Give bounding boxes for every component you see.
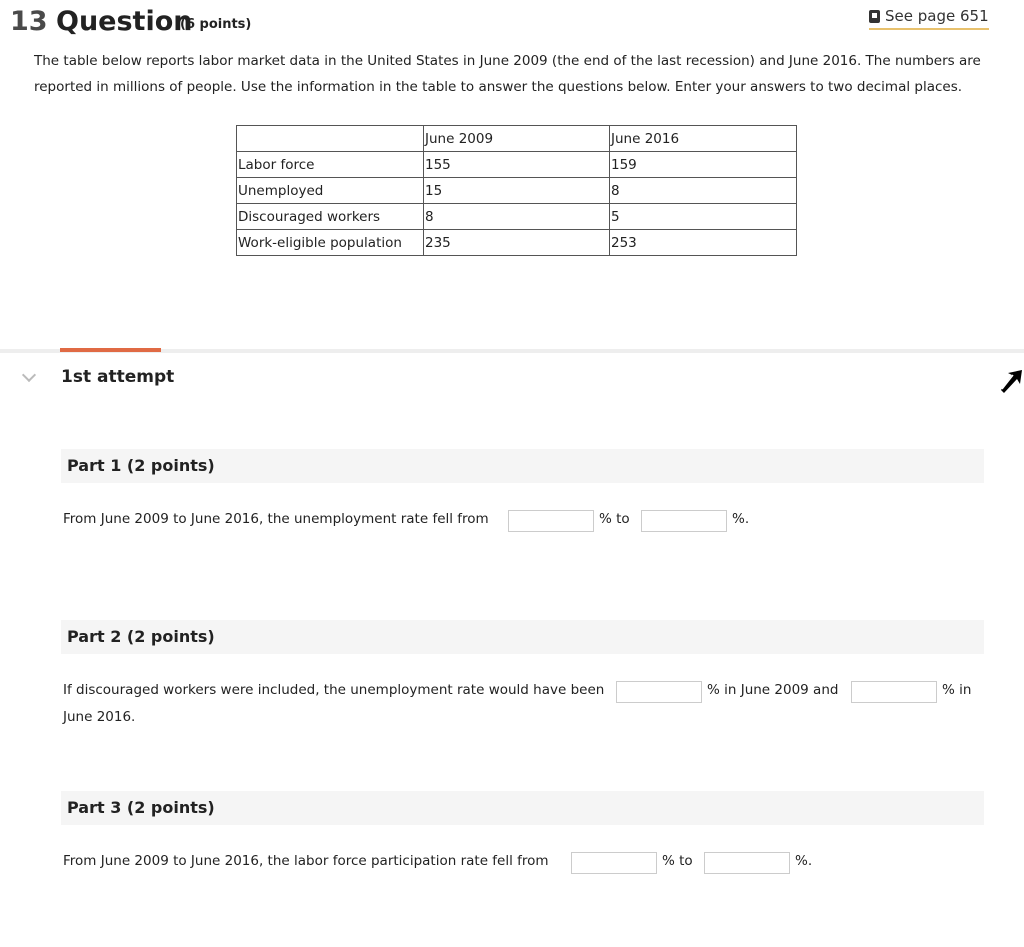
see-page-link[interactable]: [869, 7, 989, 30]
table-cell: Unemployed: [237, 178, 424, 204]
question-intro: The table below reports labor market data in the United States in June 2009 (the end of the last recession) and June 2016. The numbers are reported in millions of people. Use the information in the table to answer the questions below. Enter your answers to two decimal places.: [34, 53, 981, 95]
chevron-down-icon[interactable]: [22, 368, 36, 382]
table-cell: 8: [610, 178, 797, 204]
part-3-answer-1-input[interactable]: [571, 852, 657, 874]
part-3-text-before: From June 2009 to June 2016, the labor force participation rate fell from: [63, 853, 549, 869]
question-number: 13: [10, 6, 48, 37]
table-header-row: [237, 126, 797, 152]
part-2-text-line2: June 2016.: [63, 709, 136, 725]
table-cell: 155: [424, 152, 610, 178]
table-header-cell: June 2009: [424, 126, 610, 152]
part-2-answer-2-input[interactable]: [851, 681, 937, 703]
part-2-answer-1-input[interactable]: [616, 681, 702, 703]
table-cell: Discouraged workers: [237, 204, 424, 230]
part-3-header: [61, 791, 984, 825]
part-1-text-before: From June 2009 to June 2016, the unemployment rate fell from: [63, 511, 489, 527]
attempt-tab-indicator: [60, 348, 161, 352]
table-cell: 235: [424, 230, 610, 256]
book-icon: [869, 10, 880, 23]
question-points: (6 points): [180, 17, 252, 32]
table-row: [237, 152, 797, 178]
table-row: [237, 204, 797, 230]
table-cell: 8: [424, 204, 610, 230]
table-cell: 253: [610, 230, 797, 256]
part-1-text-after: %.: [732, 511, 750, 527]
table-cell: 15: [424, 178, 610, 204]
see-page-label: See page 651: [885, 7, 989, 25]
part-2-header: [61, 620, 984, 654]
part-3-text-mid: % to: [662, 853, 693, 869]
part-1-header: [61, 449, 984, 483]
table-cell: 5: [610, 204, 797, 230]
part-1-text-mid: % to: [599, 511, 630, 527]
part-1-answer-1-input[interactable]: [508, 510, 594, 532]
table-cell: Work-eligible population: [237, 230, 424, 256]
part-2-text-before: If discouraged workers were included, the unemployment rate would have been: [63, 682, 605, 698]
part-2-text-after: % in: [942, 682, 972, 698]
part-3-title: Part 3 (2 points): [67, 798, 215, 817]
part-1-title: Part 1 (2 points): [67, 456, 215, 475]
table-header-cell: June 2016: [610, 126, 797, 152]
table-cell: Labor force: [237, 152, 424, 178]
table-row: [237, 230, 797, 256]
mouse-cursor-icon: [998, 366, 1024, 394]
part-3-answer-2-input[interactable]: [704, 852, 790, 874]
part-1-answer-2-input[interactable]: [641, 510, 727, 532]
attempt-label[interactable]: 1st attempt: [61, 367, 175, 387]
part-2-text-mid: % in June 2009 and: [707, 682, 839, 698]
question-title: Question: [56, 6, 193, 37]
labor-data-table: [236, 125, 797, 256]
part-2-title: Part 2 (2 points): [67, 627, 215, 646]
table-row: [237, 178, 797, 204]
part-3-text-after: %.: [795, 853, 813, 869]
table-header-cell: [237, 126, 424, 152]
table-cell: 159: [610, 152, 797, 178]
